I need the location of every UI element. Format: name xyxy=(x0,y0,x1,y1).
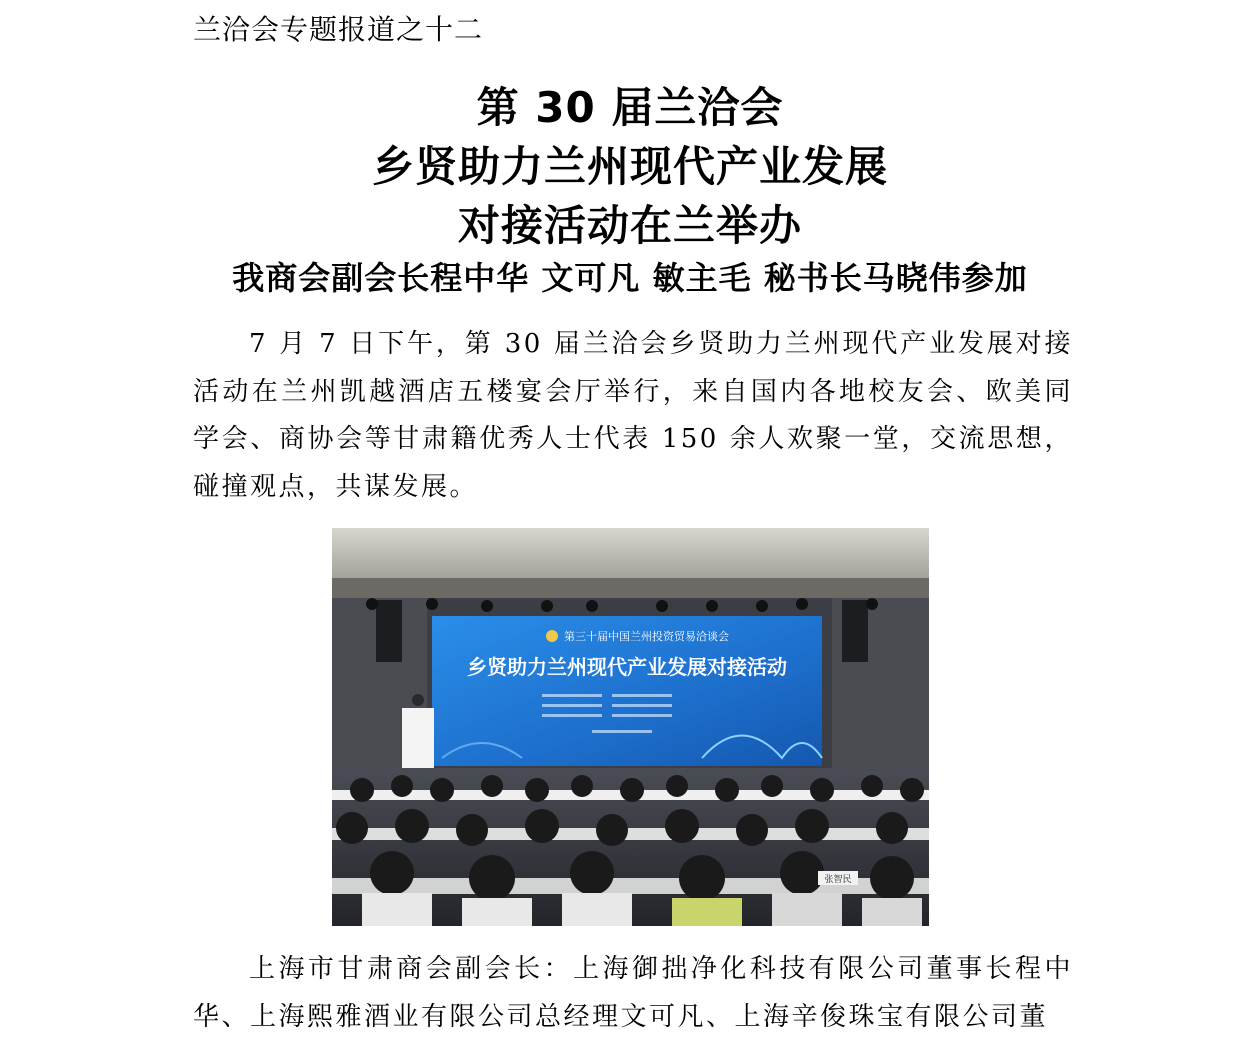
nameplate: 张智民 xyxy=(824,875,852,885)
headline-line-2: 乡贤助力兰州现代产业发展 xyxy=(371,142,888,191)
headline-line-1: 第 30 届兰洽会 xyxy=(476,83,784,132)
screen-title: 乡贤助力兰州现代产业发展对接活动 xyxy=(467,655,787,679)
event-photo xyxy=(332,528,929,926)
series-label: 兰洽会专题报道之十二 xyxy=(193,13,484,46)
screen-header: 第三十届中国兰州投资贸易洽谈会 xyxy=(564,630,729,643)
headline-line-3: 对接活动在兰举办 xyxy=(457,201,802,250)
body-paragraph-1: 7 月 7 日下午，第 30 届兰洽会乡贤助力兰州现代产业发展对接活动在兰州凯越酒店五楼宴会厅举行，来自国内各地校友会、欧美同学会、商协会等甘肃籍优秀人士代表 150 余人欢聚一堂，交流思想，碰撞观点，共谋发展。 xyxy=(193,329,1073,502)
body-paragraph-2: 上海市甘肃商会副会长：上海御拙净化科技有限公司董事长程中华、上海熙雅酒业有限公司总经理文可凡、上海辛俊珠宝有限公司董 xyxy=(193,954,1073,1032)
subheadline: 我商会副会长程中华 文可凡 敏主毛 秘书长马晓伟参加 xyxy=(232,259,1028,297)
